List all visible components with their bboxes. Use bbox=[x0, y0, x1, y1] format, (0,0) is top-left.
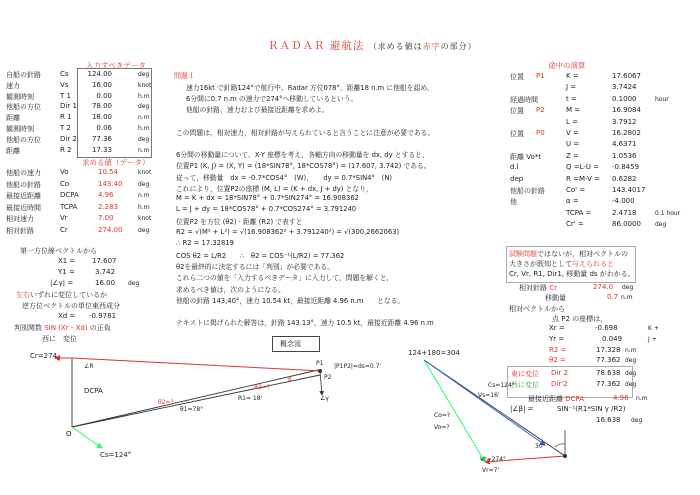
output-row-sym: Vo bbox=[60, 168, 69, 176]
diagram-r1: R1= 18' bbox=[238, 395, 263, 402]
gamma-unit: deg bbox=[128, 280, 140, 287]
west-sym: Dir'2 bbox=[551, 380, 568, 388]
output-row-value: 4.96 bbox=[98, 191, 114, 199]
input-row-label: 他船の方位 bbox=[6, 103, 41, 112]
vo-arrow bbox=[424, 360, 485, 462]
calc-row-symbol: U = bbox=[566, 140, 580, 149]
yr-label: Yr = bbox=[549, 335, 565, 343]
xr-value: -0.698 bbox=[595, 324, 618, 332]
vector-co: Co=? bbox=[434, 412, 451, 419]
calc-row-symbol: TCPA = bbox=[566, 208, 592, 217]
r2-label: R2 = bbox=[549, 346, 567, 354]
calc-row-symbol: t = bbox=[566, 94, 577, 103]
calc-row-value: 16.2802 bbox=[612, 129, 641, 137]
trial-line3: Cr, Vr, R1, Dir1, 移動量 ds がわかる。 bbox=[509, 270, 635, 278]
ds-value: 0.7 bbox=[607, 293, 619, 301]
diagram-theta1: θ1=78° bbox=[180, 406, 204, 413]
diagram-beta: β bbox=[288, 376, 292, 383]
theta2-value: 77.362 bbox=[596, 356, 621, 364]
note-direction-red: 左右 bbox=[16, 291, 30, 299]
problem-line: 速力16kt で針路124°で航行中、Radar 方位078°、距離18 n.m に他船を認め、 bbox=[186, 84, 434, 92]
r2-unit: n.m bbox=[625, 347, 637, 354]
theta2-label: θ2 = bbox=[549, 356, 566, 364]
note-west: 西に 変位 bbox=[42, 335, 77, 343]
calc-row-symbol: α = bbox=[566, 197, 579, 206]
input-row-unit: n.m bbox=[138, 114, 150, 122]
problem-line: R2 = √(M² + L²) = √(16.908362² + 3.791240²) = √(300,2662063) bbox=[176, 227, 400, 236]
input-row-sym: T 2 bbox=[60, 124, 71, 132]
diagram-p1: P1 bbox=[316, 360, 324, 367]
input-row-sym: Vs bbox=[60, 80, 69, 89]
problem-line: 位置P2 を方位 (θ2) · 距離 (R2) で表すと bbox=[176, 218, 303, 227]
input-row-label: 距離 bbox=[6, 146, 20, 155]
calc-row-value: 4.6371 bbox=[612, 140, 637, 149]
calc-row-point: P2 bbox=[536, 106, 545, 115]
calc-row-symbol: K = bbox=[566, 72, 579, 80]
output-row-value: 10.54 bbox=[98, 168, 119, 176]
calc-row-symbol: M = bbox=[566, 106, 581, 115]
output-row-sym: Cr bbox=[60, 225, 68, 234]
diagram-origin: O bbox=[66, 430, 72, 438]
west-label: 西に変位 bbox=[511, 381, 539, 389]
xr-note: K + bbox=[648, 325, 659, 332]
problem-line: 6分間に0.7 n.m の速力で274°へ移動しているという。 bbox=[186, 95, 358, 104]
west-value: 77.362 bbox=[596, 380, 621, 388]
diagram-r2: R2=? bbox=[254, 384, 271, 391]
vector-angle: 30° bbox=[535, 443, 546, 450]
calc-row-symbol: Z = bbox=[566, 151, 579, 160]
cr-label-text: 相対針路 bbox=[519, 284, 547, 292]
output-row-value: 2.283 bbox=[98, 202, 119, 211]
input-row-unit: knot bbox=[138, 81, 152, 89]
calc-row-value: 3.7912 bbox=[612, 117, 637, 126]
calc-row-label: 距離 Vo*t bbox=[510, 152, 541, 161]
problem-line: θ2を最終的に決定するには「判別」が必要である。 bbox=[176, 263, 335, 272]
calc-row-symbol: L = bbox=[566, 117, 578, 126]
input-row-sym: R 1 bbox=[60, 113, 72, 122]
problem-header: 問題１ bbox=[174, 72, 195, 80]
east-label: 東に変位 bbox=[511, 370, 539, 378]
beta-value: 16.638 bbox=[596, 416, 621, 424]
output-row-sym: Vr bbox=[60, 214, 68, 222]
problem-line: 位置P1 (K, J) = (X, Y) = (18*SIN78°, 18*COS78°) = (17.607, 3.742) である。 bbox=[176, 162, 431, 171]
theta2-unit: deg bbox=[625, 357, 637, 364]
beta-unit: deg bbox=[631, 417, 643, 424]
calc-row-value: -4.000 bbox=[612, 197, 635, 206]
problem-line: 求めるべき値は，次のようになる。 bbox=[176, 285, 285, 294]
calc-row-value: 0.1000 bbox=[612, 94, 637, 103]
quad-title: 第一方位線ベクトルから bbox=[20, 247, 97, 255]
diagram-angle-r: ∠R bbox=[84, 363, 94, 370]
calc-row-label: d.l bbox=[510, 163, 519, 172]
output-row-unit: deg bbox=[138, 226, 150, 234]
output-row-label: 最接近距離 bbox=[6, 192, 41, 200]
note-reverse-bearing: 逆方位ベクトルの単位東西成分 bbox=[22, 302, 120, 310]
calc-row-value: -0.8459 bbox=[612, 163, 640, 172]
calc-row-point: P0 bbox=[536, 129, 545, 137]
calc-row-value: 143.4017 bbox=[612, 186, 646, 194]
vector-vs: Vs=16' bbox=[478, 392, 500, 399]
line-o-p1 bbox=[72, 370, 318, 427]
calc-row-label: 他 bbox=[510, 198, 517, 207]
input-row-label: 自船の針路 bbox=[6, 71, 41, 79]
vector-origin bbox=[563, 454, 567, 458]
diagram-cr: Cr=274 bbox=[30, 352, 57, 360]
calc-row-symbol: R =M-V = bbox=[566, 174, 600, 183]
problem-line: 6分間の移動量について、X-Y 座標を考え，各軸方向の移動量を dx, dy とすると， bbox=[176, 151, 429, 160]
calc-row-label: 他船の針路 bbox=[510, 187, 545, 195]
problem-line: 他船の針路、速力および最接近距離を求めよ。 bbox=[186, 106, 329, 115]
input-row-sym: Cs bbox=[60, 70, 69, 78]
vector-vr2: Vr=7' bbox=[482, 467, 500, 474]
output-row-value: 7.00 bbox=[98, 214, 114, 222]
trial-rest: ではないが，相対ベクトルの bbox=[537, 250, 628, 258]
line-cr bbox=[72, 358, 322, 371]
input-row-label: 速力 bbox=[6, 81, 20, 90]
output-row-sym: TCPA bbox=[60, 202, 78, 211]
xd-label: Xd = bbox=[58, 312, 76, 320]
dcpa-value: 4.96 bbox=[613, 394, 629, 402]
title-main: ＲＡＤＡＲ 避航法 bbox=[268, 40, 365, 52]
input-row-sym: Dir 2 bbox=[60, 134, 77, 143]
note-discriminant-post: の正負 bbox=[87, 324, 111, 332]
trial-header: 試験問題 bbox=[509, 250, 537, 258]
title-sub-post: の部分） bbox=[440, 42, 477, 51]
calc-row-value: 3.7424 bbox=[612, 83, 637, 92]
vector-vr: Vr=274° bbox=[480, 456, 507, 463]
cr-unit: deg bbox=[622, 284, 634, 291]
output-row-label: 他船の針路 bbox=[6, 180, 41, 189]
problem-line: テキストに掲げられた解答は，針路 143.13°，速力 10.5 kt，最接近距離 4.96 n.m bbox=[176, 319, 434, 328]
calc-row-point: P1 bbox=[536, 72, 545, 80]
calc-row-symbol: Co' = bbox=[566, 186, 586, 194]
input-row-label: 他船の方位 bbox=[6, 135, 41, 144]
diagram-cs: Cs=124° bbox=[100, 451, 132, 459]
input-row-label: 観測時刻 bbox=[6, 92, 34, 101]
note-direction-rest: いずれに変位しているか bbox=[30, 291, 107, 299]
output-row-unit: deg bbox=[138, 180, 150, 188]
gamma-arrow bbox=[320, 371, 322, 395]
input-row-sym: R 2 bbox=[60, 145, 72, 154]
input-row-unit: deg bbox=[138, 71, 150, 78]
calc-row-label: 位置 bbox=[510, 130, 524, 138]
vector-vo: Vo=? bbox=[434, 424, 450, 431]
angle-arc bbox=[555, 444, 565, 447]
cs-arrow bbox=[72, 427, 102, 448]
output-row-value: 143.40 bbox=[98, 179, 123, 188]
line-o-p2 bbox=[72, 375, 320, 427]
vector-cs: Cs=124° bbox=[488, 382, 515, 389]
cr-value: 274.0 bbox=[593, 283, 614, 291]
diagram-dcpa: DCPA bbox=[84, 387, 103, 395]
output-row-label: 相対速力 bbox=[6, 215, 34, 223]
calc-row-label: 位置 bbox=[510, 73, 524, 81]
p2-title: 点 P2 の座標は， bbox=[552, 315, 608, 323]
problem-line: 他船の針路 143,40°，速力 10.54 kt，最接近距離 4.96 n.m となる。 bbox=[176, 296, 405, 305]
calc-row-symbol: J = bbox=[566, 83, 577, 92]
output-row-unit: h.m bbox=[138, 203, 150, 211]
calc-row-value: 16.9084 bbox=[612, 106, 641, 115]
input-row-unit: h.m bbox=[138, 125, 150, 132]
y1-value: 3.742 bbox=[95, 268, 116, 276]
ds-label: 移動量 bbox=[545, 294, 566, 302]
diagram-theta2: θ2=? bbox=[158, 399, 174, 406]
west-unit: deg bbox=[625, 381, 637, 388]
input-header: 入力すべきデータ bbox=[86, 61, 146, 70]
title-sub-pre: （求める値は bbox=[368, 42, 423, 51]
problem-line: COS θ2 = L/R2 ∴ θ2 = COS⁻¹(L/R2) = 77.362 bbox=[176, 252, 345, 260]
problem-line: ∴ R2 = 17.32819 bbox=[176, 238, 234, 247]
output-header: 求める値（データ） bbox=[82, 158, 150, 167]
yr-note: J + bbox=[648, 336, 657, 343]
trial2-red: 与えられると bbox=[572, 260, 614, 268]
dcpa-unit: n.m bbox=[636, 395, 648, 402]
problem-line: これにより，位置P2の座標 (M, L) = (K + dx, J + dy) となり， bbox=[176, 184, 373, 193]
problem-line: M = K + dx = 18*SIN78° + 0.7*SIN274° = 16.908362 bbox=[176, 194, 359, 202]
calc-row-label: dep bbox=[510, 174, 524, 183]
input-row-label: 観測時刻 bbox=[6, 125, 34, 133]
y1-label: Y1 = bbox=[58, 268, 75, 276]
x1-value: 17.607 bbox=[92, 257, 117, 265]
calc-row-value: 1.0536 bbox=[612, 151, 637, 160]
calc-row-symbol: Q =L-U = bbox=[566, 163, 600, 172]
input-row-unit: deg bbox=[138, 103, 150, 111]
calc-row-value: 86.0000 bbox=[612, 220, 641, 229]
ds-unit: n.m bbox=[621, 294, 633, 301]
vector-top: 124+180=304 bbox=[408, 349, 460, 357]
calc-row-value: 2.4718 bbox=[612, 208, 637, 217]
dcpa-sym: DCPA bbox=[565, 395, 585, 403]
note-discriminant-pre: 判別関数 bbox=[14, 324, 45, 332]
vec-title: 相対ベクトルから bbox=[509, 305, 565, 313]
title-sub-red: 赤字 bbox=[422, 42, 441, 51]
r2-value: 17.328 bbox=[596, 346, 621, 354]
output-row-label: 最接近時間 bbox=[6, 203, 41, 212]
gamma-value: 16.00 bbox=[95, 279, 116, 287]
output-row-sym: Co bbox=[60, 179, 70, 188]
east-unit: deg bbox=[625, 370, 637, 377]
cr-sym: Cr bbox=[549, 284, 557, 292]
x1-label: X1 = bbox=[58, 257, 76, 265]
output-row-label: 相対針路 bbox=[6, 226, 34, 235]
problem-line: この問題は，相対速力，相対針路が与えられていると言うことに注意が必要である。 bbox=[176, 128, 435, 137]
calc-row-symbol: V = bbox=[566, 129, 579, 137]
note-discriminant-red: SIN (Xr - Xd) bbox=[44, 324, 88, 332]
calc-row-unit: hour bbox=[655, 95, 669, 103]
output-row-unit: knot bbox=[138, 215, 152, 222]
input-row-unit: n.m bbox=[138, 146, 150, 154]
xd-value: -0.9781 bbox=[89, 312, 117, 320]
east-value: 78.638 bbox=[596, 369, 621, 377]
yr-value: 0.049 bbox=[602, 335, 623, 343]
calc-row-unit: 0.1 hour bbox=[655, 209, 681, 217]
input-row-sym: Dir 1 bbox=[60, 102, 77, 111]
dcpa-label-text: 最接近距離 bbox=[528, 395, 563, 403]
calc-row-value: 17.6067 bbox=[612, 72, 641, 80]
calc-row-value: 0.6282 bbox=[612, 174, 637, 183]
trial2-pre: 大きさが既知として bbox=[509, 260, 572, 268]
output-row-label: 他船の速力 bbox=[6, 169, 41, 177]
problem-line: これら二つの値を「入力するべきデータ」に入力して，問題を解くと， bbox=[176, 274, 394, 283]
calc-row-unit: deg bbox=[655, 221, 667, 229]
gamma-label: |∠γ| = bbox=[50, 279, 74, 287]
concept-header: 概念図 bbox=[280, 340, 301, 348]
beta-label: |∠β| = bbox=[510, 405, 534, 413]
problem-line: L = J + dy = 18*COS78° + 0.7*COS274° = 3.791240 bbox=[176, 205, 357, 214]
input-row-unit: deg bbox=[138, 135, 150, 143]
problem-line: 従って，移動量 dx = -0.7*COS4° (W)， dy = 0.7*SIN4° (N) bbox=[176, 173, 393, 182]
diagram-gamma: ∠γ bbox=[320, 395, 329, 402]
calc-header: 途中の演算 bbox=[548, 61, 586, 70]
vs-arrow bbox=[424, 360, 545, 445]
output-row-unit: knot bbox=[138, 169, 152, 176]
output-row-value: 274.00 bbox=[98, 225, 123, 234]
beta-formula: SIN⁻¹(R1*SIN γ /R2) bbox=[557, 405, 626, 413]
calc-row-symbol: Cr' = bbox=[566, 220, 584, 229]
diagram-p1p2: |P1P2|=ds=0.7' bbox=[334, 363, 382, 370]
diagram-p2: P2 bbox=[324, 374, 332, 381]
calc-row-label: 経過時間 bbox=[510, 95, 538, 104]
input-row-sym: T 1 bbox=[60, 91, 71, 100]
output-row-unit: n.m bbox=[138, 192, 150, 199]
output-row-sym: DCPA bbox=[60, 191, 79, 199]
input-row-label: 距離 bbox=[6, 114, 20, 123]
calc-row-label: 位置 bbox=[510, 107, 524, 116]
input-row-unit: h.m bbox=[138, 92, 150, 100]
east-sym: Dir 2 bbox=[551, 369, 568, 377]
xr-label: Xr = bbox=[549, 324, 565, 332]
